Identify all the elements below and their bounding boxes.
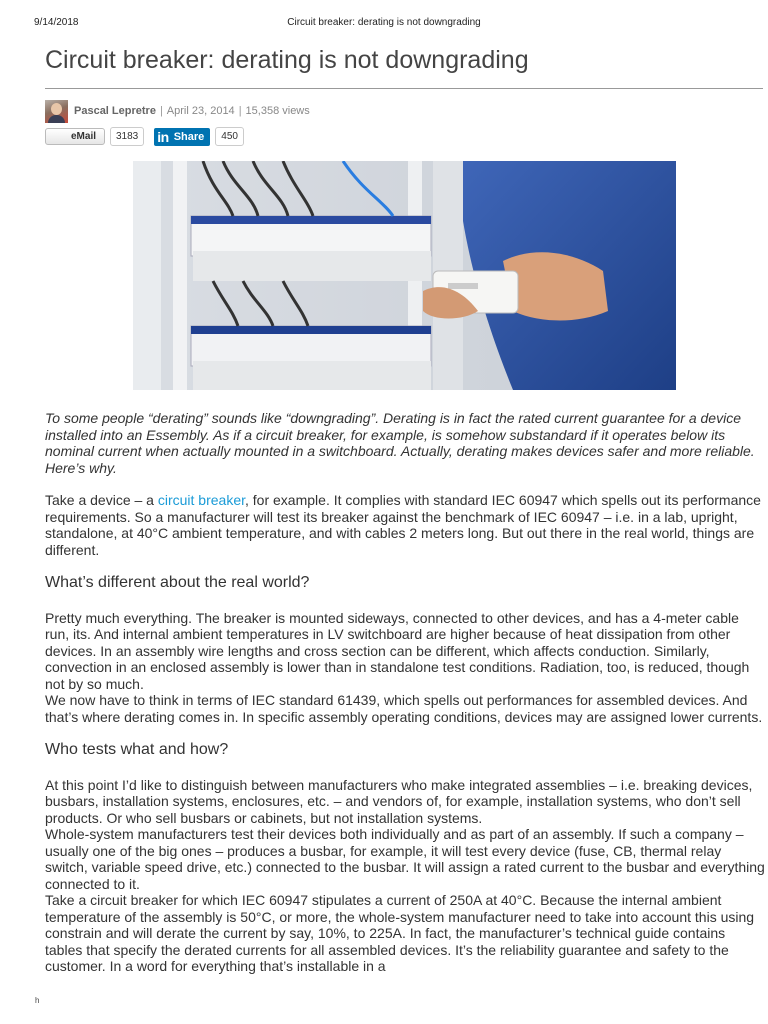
byline-separator: | xyxy=(238,105,242,117)
article-title: Circuit breaker: derating is not downgrading xyxy=(45,46,529,74)
body-paragraph xyxy=(45,492,765,558)
hero-image xyxy=(133,161,676,390)
linkedin-share-label: Share xyxy=(173,130,205,143)
body-paragraph: Take a circuit breaker for which IEC 60947 stipulates a current of 250A at 40°C. Because the internal ambient temperature of the assembly is 50°C, or more, the whole-system manufacturer need to take into account this using constrain and will derate the current by say, 10%, to 225A. In fact, the manufacturer’s technical guide contains tables that specify the derated currents for all assembled devices. It’s the reliability guarantee and safety to the customer. In a word for everything that’s installable in a xyxy=(45,892,755,974)
paragraph-text: Take a device – a xyxy=(45,492,158,508)
body-paragraph: We now have to think in terms of IEC standard 61439, which spells out performances for assembled devices. And that’s where derating comes in. In specific assembly operating conditions, devices may are assigned lower currents. xyxy=(45,692,763,725)
section-heading: What’s different about the real world? xyxy=(45,574,310,591)
print-date: 9/14/2018 xyxy=(34,17,79,28)
switchboard-photo xyxy=(133,161,676,390)
share-bar xyxy=(45,127,244,146)
article-body xyxy=(45,410,765,975)
linkedin-share-button[interactable] xyxy=(154,128,210,146)
page-mark: h xyxy=(35,996,40,1005)
body-paragraph: Pretty much everything. The breaker is mounted sideways, connected to other devices, and has a 4-meter cable run, its. And internal ambient temperatures in LV switchboard are higher because of heat dissipation from other devices. In an assembly wire lengths and cross section can be different, which affects conduction. Similarly, convection in an enclosed assembly is lower than in standalone test conditions. Radiation, too, is reduced, though not by so much. xyxy=(45,609,750,692)
print-page-title: Circuit breaker: derating is not downgrading xyxy=(287,17,481,28)
intro-paragraph: To some people “derating” sounds like “downgrading”. Derating is in fact the rated current guarantee for a device installed into an Essembly. As if a circuit breaker, for example, is somehow substandard if it operates below its nominal current when actually mounted in a switchboard. Actually, derating makes devices safer and more reliable. Here’s why. xyxy=(45,410,755,476)
publish-date: April 23, 2014 xyxy=(166,105,235,117)
paragraph-text: , for example. It complies with standard IEC 60947 which spells out its performance requirements. So a manufacturer will test its breaker against the benchmark of IEC 60947 – i.e. in a lab, upright, standalone, at 40°C ambient temperature, and with cables 2 meters long. But out there in the real world, things are different. xyxy=(45,492,761,558)
byline xyxy=(45,99,310,123)
email-share-button[interactable]: eMail xyxy=(45,128,105,145)
author-avatar[interactable] xyxy=(45,100,68,123)
section-heading: Who tests what and how? xyxy=(45,741,229,758)
body-paragraph: Whole-system manufacturers test their devices both individually and as part of an assembly. If such a company – usually one of the big ones – produces a busbar, for example, it will test every device (fuse, CB, thermal relay switch, variable speed drive, etc.) connected to the busbar. It will assign a rated current to the busbar and everything connected to it. xyxy=(45,826,765,892)
linkedin-share-count: 450 xyxy=(215,127,244,146)
circuit-breaker-link[interactable]: circuit breaker xyxy=(157,492,246,508)
view-count: 15,358 views xyxy=(245,105,310,117)
linkedin-icon: in xyxy=(157,128,169,145)
title-divider xyxy=(45,88,763,89)
body-paragraph: At this point I’d like to distinguish between manufacturers who make integrated assemblies – i.e. breaking devices, busbars, installation systems, enclosures, etc. – and vendors of, for example, installation systems, who don’t sell products. Or who sell busbars or cabinets, but not installation systems. xyxy=(45,776,753,826)
author-name[interactable]: Pascal Lepretre xyxy=(74,105,156,117)
byline-separator: | xyxy=(159,105,163,117)
email-share-count: 3183 xyxy=(110,127,144,146)
